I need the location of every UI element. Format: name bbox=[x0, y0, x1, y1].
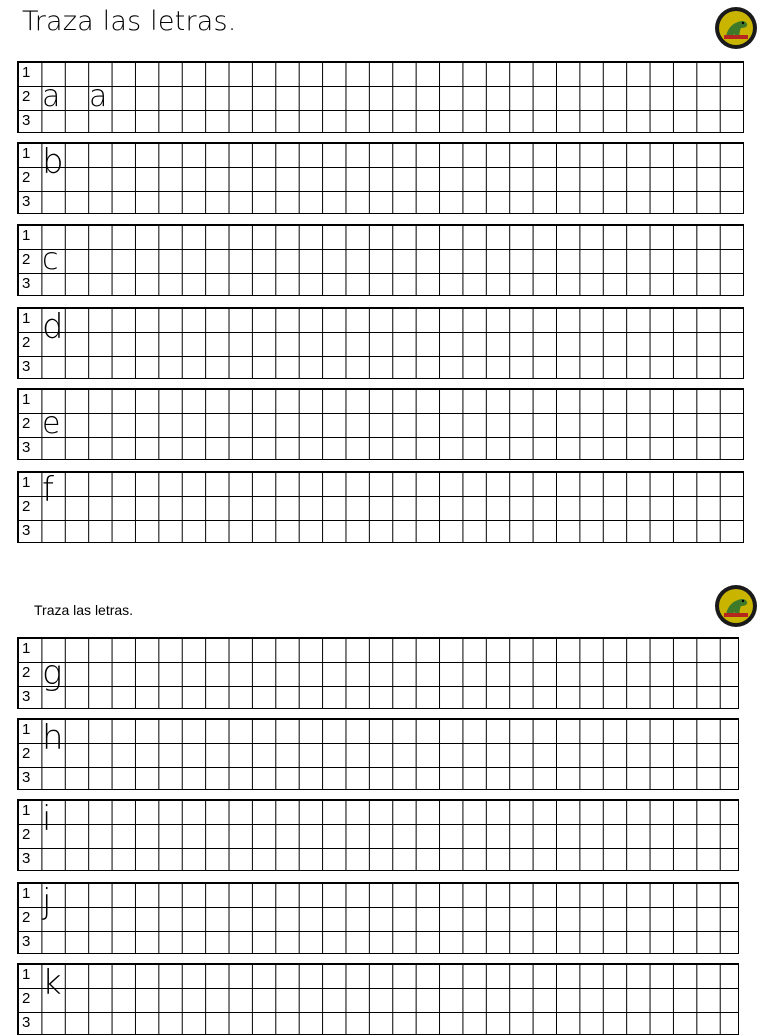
line-number: 1 bbox=[22, 145, 31, 162]
line-number: 3 bbox=[22, 933, 31, 950]
page-title-2: Traza las letras. bbox=[34, 602, 134, 618]
line-number: 2 bbox=[22, 990, 31, 1007]
tracing-row bbox=[17, 882, 739, 954]
model-letter: e bbox=[42, 406, 61, 441]
model-letter: a bbox=[42, 79, 61, 114]
model-letter: j bbox=[42, 882, 52, 922]
line-number: 1 bbox=[22, 391, 31, 408]
line-number: 1 bbox=[22, 966, 31, 983]
line-number: 1 bbox=[22, 721, 31, 738]
line-number: 2 bbox=[22, 415, 31, 432]
tracing-row bbox=[17, 142, 744, 214]
line-number: 2 bbox=[22, 169, 31, 186]
model-letter: h bbox=[42, 718, 64, 758]
line-numbers bbox=[18, 143, 41, 213]
line-numbers bbox=[18, 62, 41, 132]
model-letter: c bbox=[42, 242, 59, 277]
model-letter: d bbox=[42, 307, 64, 347]
line-numbers bbox=[18, 800, 41, 870]
model-letter: b bbox=[42, 142, 64, 182]
model-letter: g bbox=[42, 653, 63, 693]
line-number: 3 bbox=[22, 112, 31, 129]
line-numbers bbox=[18, 883, 41, 953]
line-numbers bbox=[18, 225, 41, 295]
dinosaur-badge-icon bbox=[714, 6, 758, 50]
line-number: 3 bbox=[22, 193, 31, 210]
tracing-row bbox=[17, 799, 739, 871]
tracing-row bbox=[17, 637, 739, 709]
tracing-row bbox=[17, 388, 744, 460]
tracing-row bbox=[17, 224, 744, 296]
line-numbers bbox=[18, 638, 41, 708]
line-number: 3 bbox=[22, 275, 31, 292]
line-number: 2 bbox=[22, 664, 31, 681]
line-number: 2 bbox=[22, 745, 31, 762]
line-number: 2 bbox=[22, 498, 31, 515]
line-number: 2 bbox=[22, 334, 31, 351]
line-number: 1 bbox=[22, 310, 31, 327]
line-number: 1 bbox=[22, 474, 31, 491]
line-number: 3 bbox=[22, 522, 31, 539]
tracing-row bbox=[17, 61, 744, 133]
line-number: 2 bbox=[22, 251, 31, 268]
line-numbers bbox=[18, 308, 41, 378]
line-number: 1 bbox=[22, 885, 31, 902]
line-number: 1 bbox=[22, 227, 31, 244]
line-number: 2 bbox=[22, 826, 31, 843]
line-number: 3 bbox=[22, 1014, 31, 1031]
tracing-row bbox=[17, 718, 739, 790]
page-title-1: Traza las letras. bbox=[22, 6, 237, 37]
line-number: 3 bbox=[22, 439, 31, 456]
line-number: 1 bbox=[22, 802, 31, 819]
line-number: 2 bbox=[22, 88, 31, 105]
line-number: 1 bbox=[22, 640, 31, 657]
model-letter: f bbox=[42, 470, 54, 510]
tracing-row bbox=[17, 963, 739, 1035]
model-letter: i bbox=[42, 799, 52, 839]
line-number: 2 bbox=[22, 909, 31, 926]
line-number: 3 bbox=[22, 358, 31, 375]
model-letter: k bbox=[42, 963, 62, 1003]
line-numbers bbox=[18, 472, 41, 542]
line-numbers bbox=[18, 719, 41, 789]
tracing-row bbox=[17, 307, 744, 379]
line-number: 1 bbox=[22, 64, 31, 81]
line-number: 3 bbox=[22, 850, 31, 867]
dinosaur-badge-icon bbox=[714, 584, 758, 628]
line-number: 3 bbox=[22, 769, 31, 786]
model-letter: a bbox=[89, 79, 108, 114]
line-number: 3 bbox=[22, 688, 31, 705]
tracing-row bbox=[17, 471, 744, 543]
line-numbers bbox=[18, 389, 41, 459]
